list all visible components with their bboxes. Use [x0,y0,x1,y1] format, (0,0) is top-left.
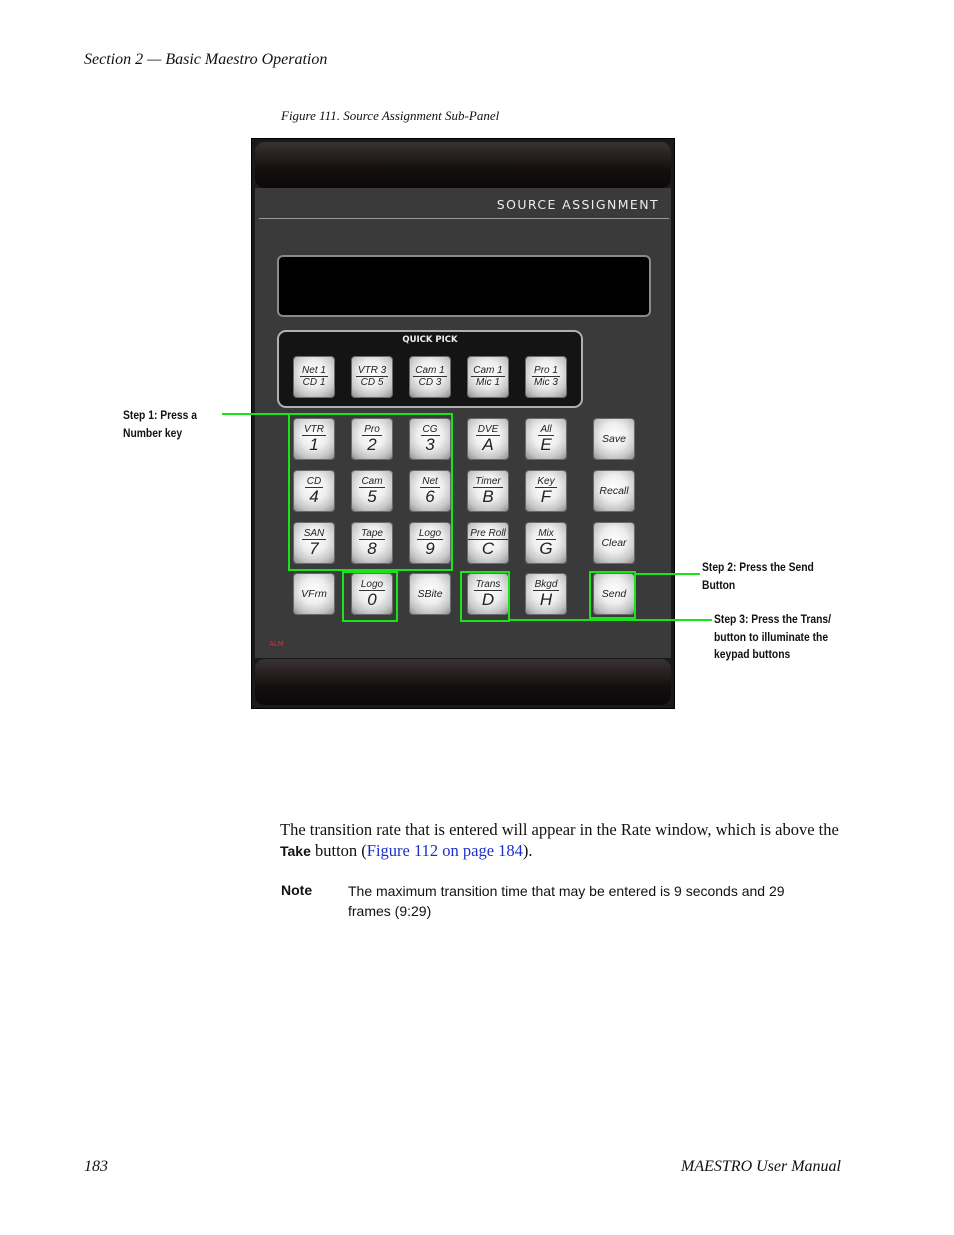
trans-key-highlight [460,571,510,622]
key-top-label: Key [537,476,555,487]
quick-pick-key-vtr-3-cd-5[interactable] [351,356,393,398]
key-bottom-label: 0 [367,590,377,609]
key-top-label: Net 1 [302,365,326,376]
keypad-key-recall[interactable] [593,470,635,512]
note-label: Note [281,882,313,898]
key-label: VFrm [301,588,327,600]
key-bottom-label: D [481,590,495,609]
key-label: SBite [417,588,443,600]
step2-line1: Step 2: Press the Send [702,560,814,574]
key-top-label: Logo [360,579,384,590]
key-bottom-label: 8 [367,539,377,558]
logo-0-key-highlight [342,571,398,622]
key-bottom-label: A [482,435,494,454]
alarm-label: ALM [269,640,284,648]
body-paragraph [280,819,850,862]
body-text-after: ). [522,841,533,860]
panel-bottom-rail [255,659,671,705]
key-bottom-label: CD 3 [418,377,442,388]
keypad-key-bkgd-h[interactable] [525,573,567,615]
keypad-key-pre-roll-c[interactable] [467,522,509,564]
key-top-label: All [540,424,552,435]
keypad-key-vfrm[interactable] [293,573,335,615]
quick-pick-key-cam-1-mic-1[interactable] [467,356,509,398]
step3-line2: button to illuminate the [714,629,829,644]
figure-112-link[interactable]: Figure 112 on page 184 [366,841,523,860]
panel-title-divider [259,218,669,219]
key-top-label: Tape [361,528,383,539]
key-bottom-label: F [540,487,552,506]
keypad-key-save[interactable] [593,418,635,460]
step3-callout [714,611,831,664]
key-bottom-label: G [539,539,553,558]
key-bottom-label: CD 1 [302,377,326,388]
key-top-label: Net [422,476,438,487]
step1-line1: Step 1: Press a [123,408,198,422]
display-window [277,255,651,317]
key-top-label: Pro [364,424,380,435]
step2-leader-line [634,573,700,575]
step1-line2: Number key [123,425,183,440]
running-header: Section 2 — Basic Maestro Operation [84,51,328,68]
key-top-label: Trans [475,579,501,590]
key-top-label: Pro 1 [534,365,558,376]
key-bottom-label: 9 [425,539,435,558]
step3-leader-line [508,619,712,621]
quick-pick-key-net-1-cd-1[interactable] [293,356,335,398]
key-bottom-label: 1 [309,435,319,454]
key-top-label: CG [422,424,438,435]
key-label: Clear [601,537,627,549]
send-key-highlight [589,571,636,619]
key-top-label: DVE [477,424,499,435]
key-bottom-label: 2 [367,435,377,454]
body-text-before: The transition rate that is entered will appear in the Rate window, which is above the [280,820,839,839]
body-text-middle: button ( [310,841,367,860]
key-bottom-label: Mic 3 [534,377,558,388]
quick-pick-key-pro-1-mic-3[interactable] [525,356,567,398]
keypad-key-clear[interactable] [593,522,635,564]
keypad-key-mix-g[interactable] [525,522,567,564]
key-bottom-label: E [540,435,552,454]
key-bottom-label: 7 [309,539,319,558]
step3-line3: keypad buttons [714,647,791,661]
key-bottom-label: B [482,487,494,506]
step3-line1: Step 3: Press the Trans/ [714,612,832,626]
key-label: Send [601,588,627,600]
key-bottom-label: 4 [309,487,319,506]
key-bottom-label: 3 [425,435,435,454]
figure-caption: Figure 111. Source Assignment Sub-Panel [281,108,500,123]
step1-leader-line [222,413,290,415]
page-number: 183 [84,1158,108,1175]
note-text: The maximum transition time that may be entered is 9 seconds and 29 frames (9:29) [348,883,785,919]
number-keys-highlight [288,413,453,571]
key-bottom-label: H [539,590,553,609]
key-top-label: CD [306,476,322,487]
keypad-key-sbite[interactable] [409,573,451,615]
panel-top-rail [255,142,671,188]
key-top-label: Bkgd [534,579,558,590]
keypad-key-timer-b[interactable] [467,470,509,512]
quick-pick-key-cam-1-cd-3[interactable] [409,356,451,398]
key-label: Recall [599,485,629,497]
manual-title: MAESTRO User Manual [681,1158,841,1175]
key-label: Save [602,433,626,445]
key-bottom-label: 6 [425,487,435,506]
keypad-key-all-e[interactable] [525,418,567,460]
key-bottom-label: 5 [367,487,377,506]
step2-line2: Button [702,577,736,592]
key-bottom-label: C [481,539,495,558]
step2-callout [702,559,814,594]
key-top-label: Cam [361,476,383,487]
key-bottom-label: Mic 1 [476,377,500,388]
key-top-label: Timer [475,476,501,487]
key-top-label: Pre Roll [470,528,506,539]
key-top-label: SAN [303,528,325,539]
quick-pick-label: QUICK PICK [402,335,458,345]
key-top-label: Logo [418,528,442,539]
keypad-key-key-f[interactable] [525,470,567,512]
step1-callout [123,407,197,442]
keypad-key-dve-a[interactable] [467,418,509,460]
key-top-label: Mix [538,528,554,539]
key-top-label: Cam 1 [473,365,503,376]
key-top-label: VTR 3 [357,365,387,376]
key-bottom-label: CD 5 [360,377,384,388]
key-top-label: VTR [304,424,324,435]
panel-title: SOURCE ASSIGNMENT [496,197,659,212]
take-button-name: Take [280,843,311,859]
key-top-label: Cam 1 [415,365,445,376]
